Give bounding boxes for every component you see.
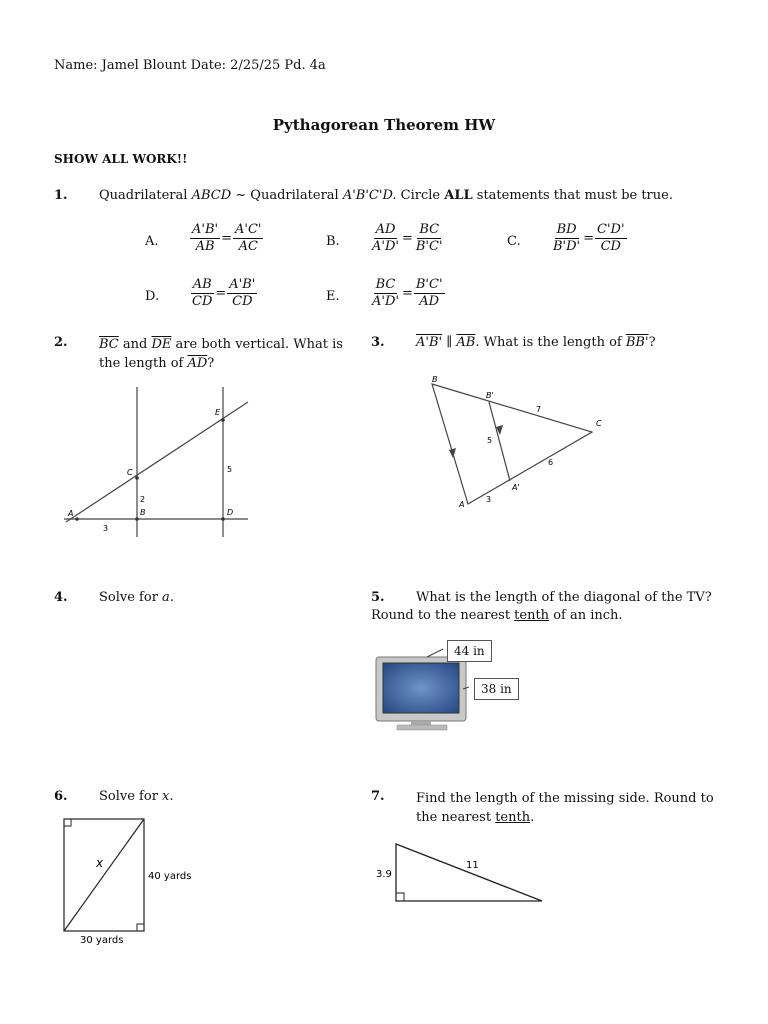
equals: =: [401, 286, 413, 301]
q7-number: 7.: [371, 789, 385, 804]
q1-option-a-letter[interactable]: A.: [145, 234, 159, 249]
q1-option-b[interactable]: [370, 222, 445, 255]
q2-prompt: $\overline{BC}$ and $\overline{DE}$ are both vertical. What is the length of $\overline{AD}$?: [99, 337, 343, 371]
q3-prompt: A'B' ∥ $\overline{AB}$. What is the length of BB'?: [416, 335, 656, 350]
instruction: SHOW ALL WORK!!: [54, 152, 188, 166]
frac-num: B'C': [415, 277, 443, 292]
label-d: D: [227, 508, 234, 517]
frac-num: AD: [375, 222, 396, 237]
q1-option-d[interactable]: [190, 277, 257, 310]
label-a-prime: A': [512, 483, 520, 492]
frac-den: AD: [419, 294, 440, 309]
frac-den: CD: [600, 239, 621, 254]
frac-num: C'D': [597, 222, 625, 237]
tv-width-label: 44 in: [447, 640, 492, 662]
frac-num: AB: [192, 277, 212, 292]
frac-den: AC: [238, 239, 258, 254]
q1-option-e-letter[interactable]: E.: [326, 289, 340, 304]
q7-figure: [372, 838, 552, 908]
label-e: E: [215, 408, 221, 417]
frac-den: A'D': [372, 239, 399, 254]
q4-number: 4.: [54, 590, 68, 605]
q1-option-a[interactable]: [190, 222, 263, 255]
label-c: C: [127, 468, 133, 477]
label-c: C: [596, 419, 602, 428]
equals: =: [221, 231, 232, 246]
q3-figure: [420, 372, 610, 517]
frac-den: A'D': [372, 294, 399, 309]
q4-prompt: Solve for a.: [99, 590, 174, 605]
q3-number: 3.: [371, 335, 385, 350]
q6-figure: [58, 815, 198, 950]
label-3-9: 3.9: [376, 869, 392, 880]
equals: =: [401, 231, 413, 246]
label-5: 5: [487, 436, 493, 445]
label-30-yards: 30 yards: [80, 935, 124, 946]
frac-den: CD: [232, 294, 253, 309]
label-b: B: [140, 508, 146, 517]
label-a: A: [459, 500, 465, 509]
frac-num: BC: [375, 277, 396, 292]
student-info: Name: Jamel Blount Date: 2/25/25 Pd. 4a: [54, 58, 326, 73]
label-b: B: [432, 375, 438, 384]
label-2: 2: [140, 495, 146, 504]
frac-num: A'C': [235, 222, 262, 237]
q6-number: 6.: [54, 789, 68, 804]
page-title: Pythagorean Theorem HW: [272, 116, 496, 134]
frac-den: AB: [195, 239, 215, 254]
frac-den: CD: [192, 294, 213, 309]
frac-num: BC: [419, 222, 440, 237]
q5-prompt-line2: Round to the nearest tenth of an inch.: [371, 608, 623, 623]
label-7: 7: [536, 405, 542, 414]
frac-num: A'B': [192, 222, 219, 237]
frac-den: B'D': [553, 239, 581, 254]
label-x: x: [96, 856, 104, 870]
tv-height-label: 38 in: [474, 678, 519, 700]
label-5: 5: [227, 465, 233, 474]
q2-number: 2.: [54, 335, 68, 350]
q1-number: 1.: [54, 188, 68, 203]
equals: =: [583, 231, 595, 246]
q1-option-c-letter[interactable]: C.: [507, 234, 521, 249]
q5-number: 5.: [371, 590, 385, 605]
q2-figure: [60, 382, 255, 542]
label-3: 3: [103, 524, 109, 533]
equals: =: [215, 286, 227, 301]
frac-den: B'C': [415, 239, 443, 254]
label-3: 3: [486, 495, 492, 504]
label-40-yards: 40 yards: [148, 871, 192, 882]
label-11: 11: [466, 860, 479, 871]
q6-prompt: Solve for x.: [99, 789, 174, 804]
q1-option-b-letter[interactable]: B.: [326, 234, 340, 249]
label-b-prime: B': [486, 391, 494, 400]
q1-prompt: Quadrilateral ABCD ~ Quadrilateral A'B'C'D. Circle ALL statements that must be true.: [99, 188, 673, 203]
label-a: A: [68, 509, 74, 518]
q5-prompt-line1: What is the length of the diagonal of the TV?: [416, 590, 712, 605]
q1-option-d-letter[interactable]: D.: [145, 289, 160, 304]
label-6: 6: [548, 458, 554, 467]
q1-option-c[interactable]: [551, 222, 627, 255]
q1-option-e[interactable]: [370, 277, 445, 310]
frac-num: BD: [556, 222, 577, 237]
q7-prompt: Find the length of the missing side. Round to the nearest tenth.: [416, 791, 714, 825]
frac-num: A'B': [229, 277, 256, 292]
